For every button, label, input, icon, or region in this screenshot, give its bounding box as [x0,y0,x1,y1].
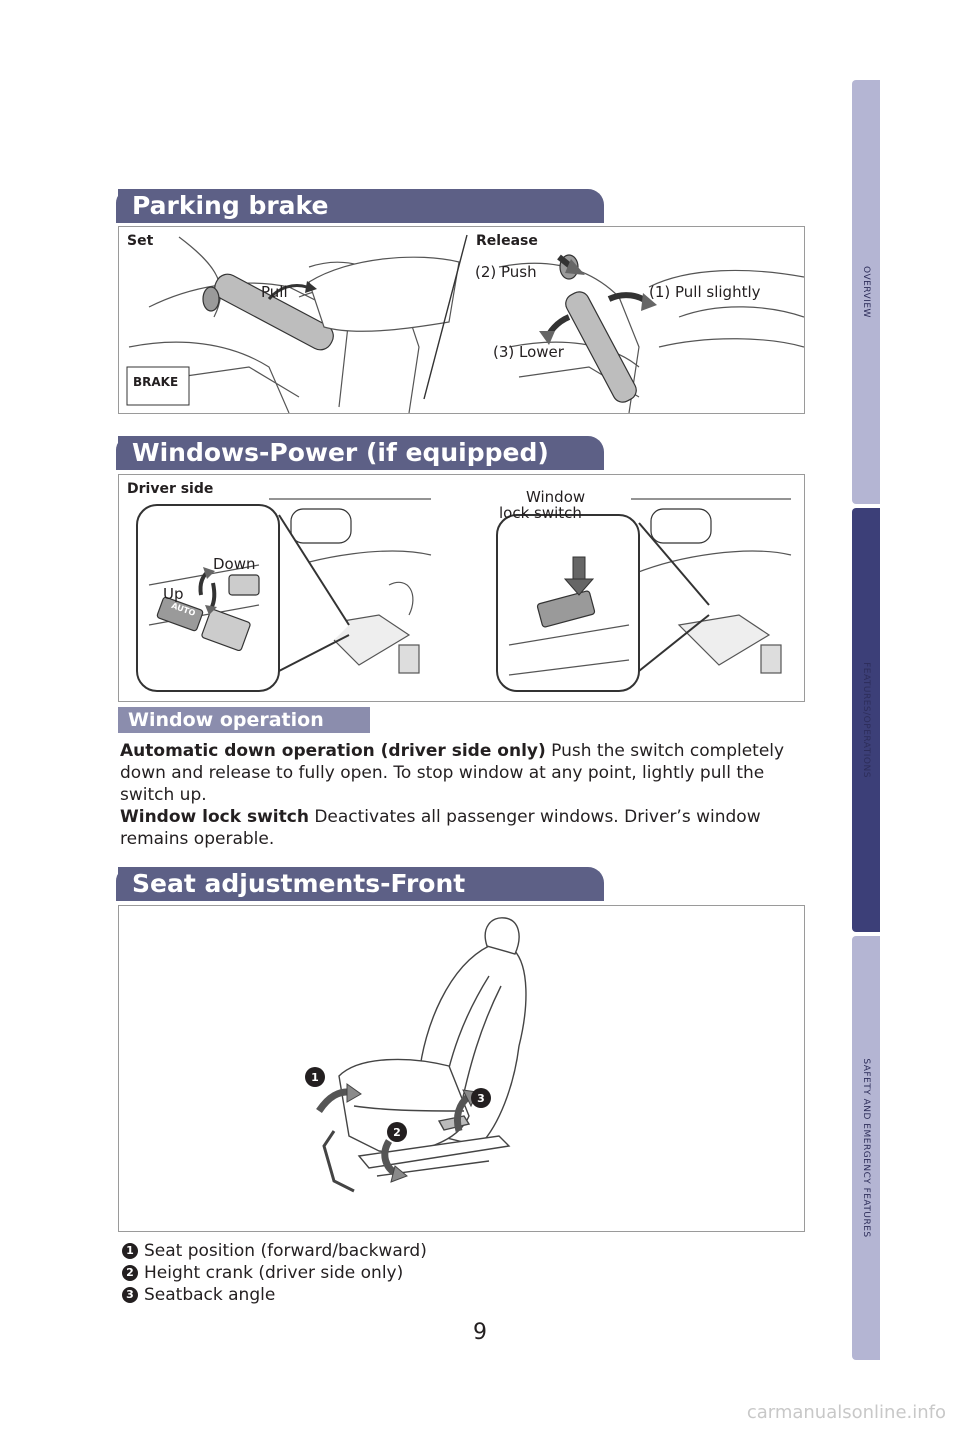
auto-down-label: Automatic down operation (driver side only) [120,741,546,761]
auto-down-paragraph [120,740,810,806]
window-operation-title: Window operation [128,709,324,731]
callout-down: Down [213,555,256,573]
parking-brake-set-label: Set [127,233,154,249]
callout-up: Up [163,585,184,603]
parking-brake-illustration [119,227,804,413]
parking-brake-panel [118,226,805,414]
seat-title: Seat adjustments-Front [132,869,466,898]
seat-legend [122,1240,427,1306]
callout-lower: (3) Lower [493,343,564,361]
tab-features-label: FEATURES/OPERATIONS [861,662,871,778]
windows-panel [118,474,805,702]
tab-overview-label: OVERVIEW [861,266,871,318]
seat-panel [118,905,805,1232]
callout-push: (2) Push [475,263,537,281]
windows-illustration [119,475,804,701]
legend-text-3: Seatback angle [144,1285,276,1305]
auto-down-text: Push the switch completely down and release to fully open. To stop window at any point, lightly pull the switch up. [120,741,785,805]
tab-features-operations[interactable] [852,508,880,932]
legend-num-1: 1 [122,1243,138,1259]
legend-item [122,1284,427,1306]
legend-item [122,1262,427,1284]
window-operation-header [118,707,370,733]
driver-side-label: Driver side [127,481,214,497]
callout-pull: Pull [261,283,288,301]
windows-title: Windows-Power (if equipped) [132,438,549,467]
parking-brake-release-label: Release [476,233,538,249]
lock-switch-text: Deactivates all passenger windows. Driver’s window remains operable. [120,807,761,849]
legend-text-2: Height crank (driver side only) [144,1263,404,1283]
footer-watermark: carmanualsonline.info [746,1402,946,1423]
window-operation-text [120,740,810,850]
auto-switch-label: AUTO [170,601,197,618]
seat-illustration [119,906,804,1231]
callout-window-lock-1: Window [526,488,586,506]
parking-brake-header [118,189,604,223]
callout-window-lock-2: lock switch [499,504,582,522]
lock-switch-label: Window lock switch [120,807,309,827]
parking-brake-title: Parking brake [132,191,329,220]
windows-header [118,436,604,470]
tab-overview[interactable] [852,80,880,504]
legend-item [122,1240,427,1262]
tab-safety-label: SAFETY AND EMERGENCY FEATURES [861,1058,871,1238]
lock-switch-paragraph [120,806,810,850]
legend-num-3: 3 [122,1287,138,1303]
seat-badge-2: 2 [393,1126,401,1139]
callout-pull-slightly: (1) Pull slightly [649,283,761,301]
legend-text-1: Seat position (forward/backward) [144,1241,427,1261]
brake-badge: BRAKE [133,375,179,389]
seat-badge-3: 3 [477,1092,485,1105]
page-number: 9 [473,1320,487,1345]
legend-num-2: 2 [122,1265,138,1281]
seat-header [118,867,604,901]
seat-badge-1: 1 [311,1071,319,1084]
tab-safety-emergency[interactable] [852,936,880,1360]
